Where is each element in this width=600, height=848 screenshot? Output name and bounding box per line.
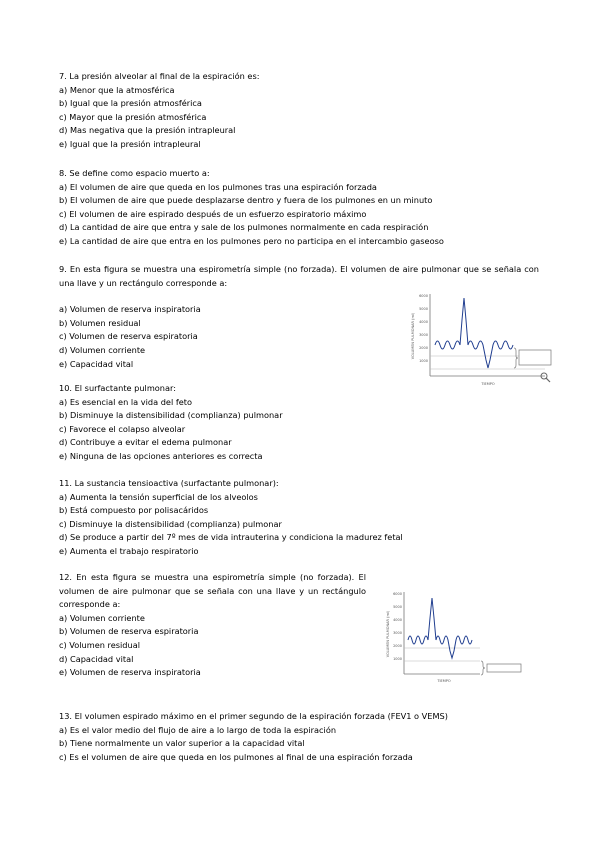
option: b) Disminuye la distensibilidad (complianza) pulmonar (59, 410, 283, 421)
option: a) Volumen de reserva inspiratoria (59, 304, 201, 315)
y-tick-label: 6000 (393, 592, 402, 596)
question-7 (59, 70, 529, 152)
option: e) Volumen de reserva inspiratoria (59, 667, 201, 678)
option: b) Está compuesto por polisacáridos (59, 505, 209, 516)
y-axis-label: VOLUMEN PULMONAR (ml) (411, 312, 415, 360)
option: c) Volumen residual (59, 639, 140, 650)
question-12 (59, 571, 366, 680)
option: a) Menor que la atmosférica (59, 84, 175, 95)
answer-rectangle (487, 664, 521, 672)
brace-icon (514, 348, 518, 368)
y-axis-label: VOLUMEN PULMONAR (ml) (386, 610, 390, 658)
y-tick-label: 4000 (419, 320, 428, 324)
option: c) Mayor que la presión atmosférica (59, 111, 207, 122)
x-axis-label: TIEMPO (481, 382, 495, 386)
option: b) Tiene normalmente un valor superior a la capacidad vital (59, 738, 305, 749)
question-stem: 8. Se define como espacio muerto a: (59, 168, 210, 178)
y-tick-label: 5000 (393, 605, 402, 609)
question-stem: 9. En esta figura se muestra una espirometría simple (no forzada). El volumen de aire pulmonar que se señala con una llave y un rectángulo corresponde a: (59, 264, 539, 288)
question-13 (59, 710, 539, 764)
y-tick-label: 6000 (419, 294, 428, 298)
y-tick-label: 2000 (419, 346, 428, 350)
spirometry-trace (435, 298, 513, 368)
option: c) Es el volumen de aire que queda en los pulmones al final de una espiración forzada (59, 751, 413, 762)
answer-rectangle (519, 350, 551, 365)
option: c) Volumen de reserva espiratoria (59, 331, 198, 342)
option: b) Volumen de reserva espiratoria (59, 626, 199, 637)
option: e) Igual que la presión intrapleural (59, 138, 201, 149)
option: b) Volumen residual (59, 317, 141, 328)
question-stem: 7. La presión alveolar al final de la espiración es: (59, 71, 260, 81)
option: b) Igual que la presión atmosférica (59, 98, 202, 109)
y-tick-label: 1000 (393, 657, 402, 661)
option: e) Capacidad vital (59, 358, 134, 369)
question-stem: 11. La sustancia tensioactiva (surfactante pulmonar): (59, 478, 279, 488)
question-10 (59, 382, 529, 464)
magnifier-icon (541, 373, 550, 382)
option: d) Contribuye a evitar el edema pulmonar (59, 437, 232, 448)
spirometry-figure-12 (380, 588, 525, 688)
option: e) Ninguna de las opciones anteriores es correcta (59, 450, 263, 461)
option: a) Es el valor medio del flujo de aire a lo largo de toda la espiración (59, 724, 337, 735)
y-tick-label: 1000 (419, 359, 428, 363)
y-tick-label: 5000 (419, 307, 428, 311)
option: c) Favorece el colapso alveolar (59, 423, 186, 434)
y-tick-label: 3000 (419, 333, 428, 337)
option: d) Mas negativa que la presión intrapleural (59, 125, 236, 136)
question-stem: 10. El surfactante pulmonar: (59, 383, 176, 393)
option: c) Disminuye la distensibilidad (complianza) pulmonar (59, 518, 282, 529)
x-axis-label: TIEMPO (437, 679, 451, 683)
question-8 (59, 167, 539, 249)
option: a) Es esencial en la vida del feto (59, 396, 192, 407)
option: a) Aumenta la tensión superficial de los alveolos (59, 491, 258, 502)
option: c) El volumen de aire espirado después de un esfuerzo espiratorio máximo (59, 208, 367, 219)
spirometry-trace (408, 598, 472, 658)
option: a) Volumen corriente (59, 612, 145, 623)
spirometry-figure-9 (400, 290, 560, 392)
option: b) El volumen de aire que puede desplazarse dentro y fuera de los pulmones en un minuto (59, 195, 433, 206)
option: d) La cantidad de aire que entra y sale de los pulmones normalmente en cada respiración (59, 222, 429, 233)
brace-icon (481, 661, 485, 675)
question-11 (59, 477, 539, 559)
option: d) Volumen corriente (59, 344, 146, 355)
spirometry-chart (400, 290, 560, 392)
option: d) Se produce a partir del 7º mes de vida intrauterina y condiciona la madurez fetal (59, 532, 403, 543)
option: e) La cantidad de aire que entra en los pulmones pero no participa en el intercambio gaseoso (59, 235, 444, 246)
y-tick-label: 4000 (393, 618, 402, 622)
y-tick-label: 3000 (393, 631, 402, 635)
question-stem: 13. El volumen espirado máximo en el primer segundo de la espiración forzada (FEV1 o VEMS) (59, 711, 448, 721)
question-stem: 12. En esta figura se muestra una espirometría simple (no forzada). El volumen de aire pulmonar que se señala con una llave y un rectángulo corresponde a: (59, 572, 366, 610)
option: d) Capacidad vital (59, 653, 134, 664)
option: a) El volumen de aire que queda en los pulmones tras una espiración forzada (59, 181, 377, 192)
option: e) Aumenta el trabajo respiratorio (59, 545, 199, 556)
y-tick-label: 2000 (393, 644, 402, 648)
spirometry-chart (380, 588, 525, 688)
